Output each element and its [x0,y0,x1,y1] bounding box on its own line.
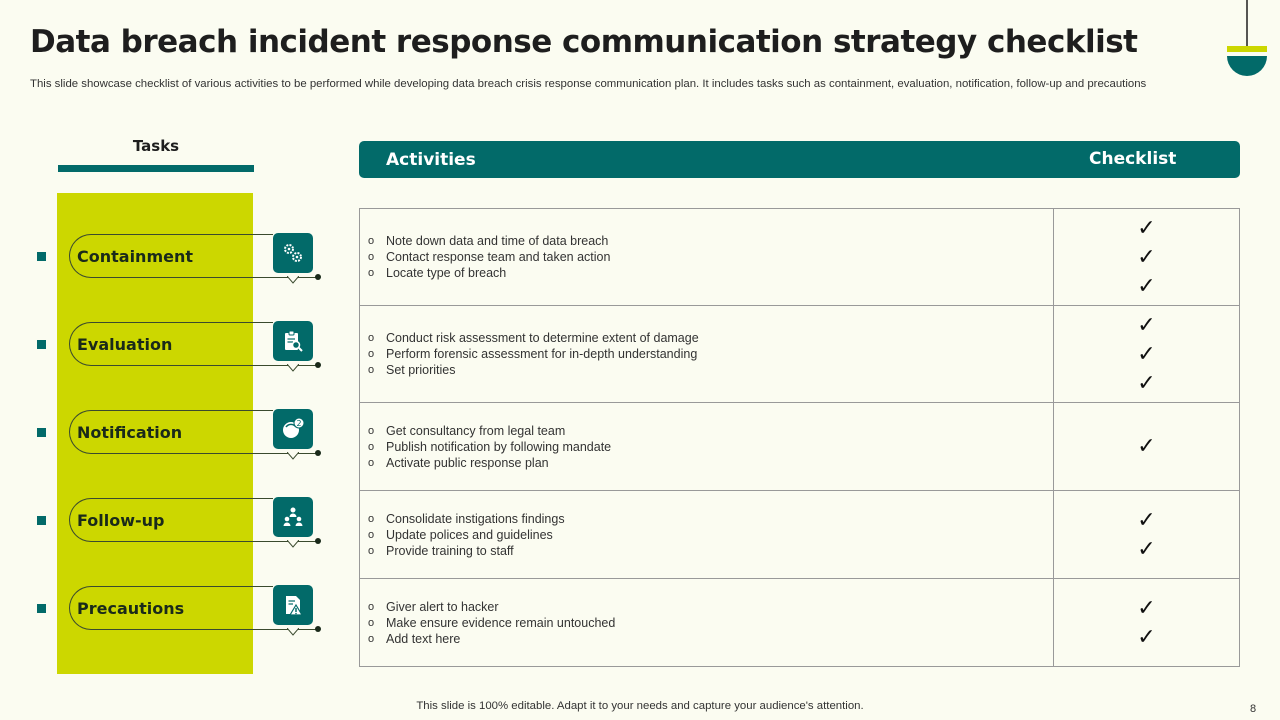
activity-item [368,615,1053,631]
checkmark-icon: ✓ [1137,244,1156,270]
checklist-cell [1054,209,1240,306]
task-bullet [37,252,46,261]
checkmark-icon: ✓ [1137,273,1156,299]
slide-subtitle: This slide showcase checklist of various activities to be performed while developing data breach crisis response communication plan. It includes tasks such as containment, evaluation, notification, follow-up and precautions [30,78,1147,90]
connector-dot [315,450,321,456]
task-label: Precautions [69,586,253,630]
list-bullet: o [368,348,375,360]
connector-dot [315,626,321,632]
task-label: Containment [69,234,253,278]
clipboard-search-icon [273,321,313,361]
list-bullet: o [368,600,375,613]
list-bullet: o [368,528,375,541]
activities-header: Activities [386,150,476,170]
activity-text: Get consultancy from legal team [386,423,566,438]
activity-item [368,330,1053,346]
activity-item [368,265,1053,281]
list-bullet: o [368,632,375,645]
task-item [0,322,330,382]
checkmark-icon: ✓ [1137,507,1156,533]
connector-dot [315,538,321,544]
activity-item [368,631,1053,647]
task-bullet [37,340,46,349]
table-row [360,491,1240,579]
callout-pointer [287,540,299,548]
table-row [360,579,1240,667]
list-bullet: o [368,267,375,279]
page-number: 8 [1250,703,1257,715]
connector-line [253,586,273,587]
checklist-cell [1054,403,1240,491]
task-label: Follow-up [69,498,253,542]
checkmark-icon: ✓ [1137,595,1156,621]
checkmark-icon: ✓ [1137,215,1156,241]
checkmark-icon: ✓ [1137,312,1156,338]
activities-cell [360,209,1054,306]
activities-cell [360,579,1054,667]
activity-item [368,233,1053,249]
checkmark-icon: ✓ [1137,536,1156,562]
slide-title: Data breach incident response communication strategy checklist [30,24,1138,60]
callout-pointer [287,364,299,372]
checkmark-icon: ✓ [1137,434,1156,459]
task-bullet [37,428,46,437]
activity-item [368,439,1053,455]
list-bullet: o [368,544,375,557]
connector-line [253,365,317,366]
connector-line [253,322,273,323]
table-row [360,403,1240,491]
activity-text: Conduct risk assessment to determine extent of damage [386,331,699,345]
activity-item [368,346,1053,362]
connector-line [253,277,317,278]
warning-document-icon [273,585,313,625]
list-bullet: o [368,512,375,525]
activity-item [368,362,1053,378]
activity-text: Consolidate instigations findings [386,511,565,526]
checkmark-icon: ✓ [1137,624,1156,650]
activity-text: Activate public response plan [386,455,549,470]
checklist-cell [1054,579,1240,667]
activity-text: Set priorities [386,363,456,377]
list-bullet: o [368,251,375,263]
list-bullet: o [368,456,375,469]
tasks-heading-underline [58,165,254,172]
activities-cell [360,306,1054,403]
activity-item [368,455,1053,471]
activity-text: Provide training to staff [386,543,514,558]
activity-item [368,543,1053,559]
task-label: Evaluation [69,322,253,366]
activity-text: Locate type of breach [386,266,507,280]
activity-item [368,423,1053,439]
table-header [359,141,1240,178]
connector-line [253,453,317,454]
activity-item [368,527,1053,543]
activity-item [368,511,1053,527]
notification-icon [273,409,313,449]
callout-pointer [287,452,299,460]
activity-text: Perform forensic assessment for in-depth understanding [386,347,698,361]
callout-pointer [287,628,299,636]
tasks-heading: Tasks [132,137,180,155]
list-bullet: o [368,332,375,344]
task-label: Notification [69,410,253,454]
list-bullet: o [368,424,375,437]
list-bullet: o [368,616,375,629]
gears-icon [273,233,313,273]
table-row [360,306,1240,403]
list-bullet: o [368,235,375,247]
activity-text: Giver alert to hacker [386,599,499,614]
decorative-bowl-icon [1226,0,1268,80]
activities-cell [360,491,1054,579]
footer-note: This slide is 100% editable. Adapt it to your needs and capture your audience's attention. [416,700,864,712]
table-row [360,209,1240,306]
task-item [0,234,330,294]
connector-line [253,629,317,630]
callout-pointer [287,276,299,284]
task-bullet [37,516,46,525]
activity-text: Contact response team and taken action [386,250,611,264]
activity-text: Add text here [386,631,461,646]
activities-table [359,208,1240,667]
connector-line [253,541,317,542]
activity-text: Make ensure evidence remain untouched [386,615,616,630]
task-item [0,586,330,646]
activity-text: Publish notification by following mandate [386,439,612,454]
checklist-cell [1054,491,1240,579]
connector-line [253,410,273,411]
task-bullet [37,604,46,613]
team-icon [273,497,313,537]
checkmark-icon: ✓ [1137,370,1156,396]
checklist-cell [1054,306,1240,403]
checklist-header: Checklist [1089,149,1177,169]
activity-text: Update polices and guidelines [386,527,553,542]
activities-cell [360,403,1054,491]
task-item [0,410,330,470]
svg-text:2: 2 [296,419,302,428]
connector-dot [315,274,321,280]
list-bullet: o [368,364,375,376]
connector-line [253,234,273,235]
connector-line [253,498,273,499]
activity-item [368,599,1053,615]
list-bullet: o [368,440,375,453]
task-item [0,498,330,558]
checkmark-icon: ✓ [1137,341,1156,367]
activity-text: Note down data and time of data breach [386,234,609,248]
activity-item [368,249,1053,265]
connector-dot [315,362,321,368]
